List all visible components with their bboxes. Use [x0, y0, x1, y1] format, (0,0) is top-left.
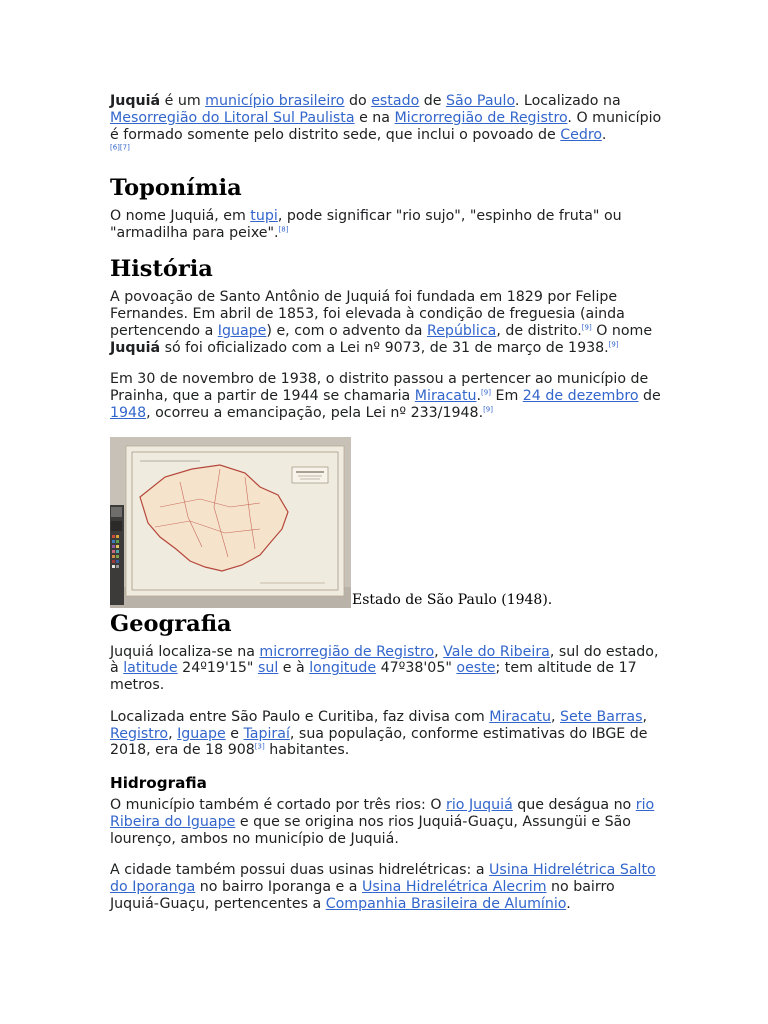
link-sao-paulo[interactable]: São Paulo	[446, 93, 515, 109]
text: , de distrito.	[496, 322, 582, 339]
link-24-de-dezembro[interactable]: 24 de dezembro	[522, 388, 639, 405]
geografia-paragraph-1	[110, 644, 662, 694]
section-heading-toponimia: Toponímia	[110, 174, 242, 201]
link-microrregiao-de-registro[interactable]: microrregião de Registro	[259, 643, 435, 660]
text: .	[476, 388, 482, 405]
link-rio-ribeira-do-iguape[interactable]: rio Ribeira do Iguape	[110, 796, 655, 830]
text: ,	[434, 643, 444, 660]
text: , ocorreu a emancipação, pela Lei nº 233/1948.	[146, 404, 484, 421]
text: no bairro Juquiá-Guaçu, pertencentes a	[110, 878, 615, 912]
citation-ref[interactable]: [7]	[119, 143, 130, 152]
text: é um	[160, 93, 206, 109]
section-heading-geografia: Geografia	[110, 610, 232, 637]
text: no bairro Iporanga e a	[195, 878, 362, 895]
text: O nome	[591, 322, 653, 339]
text: de	[419, 93, 447, 109]
text: O nome Juquiá, em	[110, 207, 251, 224]
text: A povoação de Santo Antônio de Juquiá foi fundada em 1829 por Felipe Fernandes. Em abril de 1853, foi elevada à condição de freguesia (ainda pertencendo a	[110, 289, 625, 339]
article-subject: Juquiá	[110, 93, 161, 109]
map-figure	[110, 437, 662, 608]
text: O município também é cortado por três rios: O	[110, 796, 447, 813]
text: , sul do estado, à	[110, 643, 659, 677]
text: só foi oficializado com a Lei nº 9073, de 31 de março de 1938.	[160, 339, 609, 356]
citation-ref[interactable]: [9]	[481, 388, 491, 397]
text: Em	[490, 388, 523, 405]
text: . O município é formado somente pelo distrito sede, que inclui o povoado de	[110, 109, 662, 143]
link-miracatu[interactable]: Miracatu	[414, 388, 477, 405]
text: e na	[354, 109, 395, 126]
historia-paragraph-2	[110, 371, 662, 421]
text: e	[225, 725, 244, 742]
section-heading-historia: História	[110, 256, 213, 283]
text: ) e, com o advento da	[266, 322, 427, 339]
link-latitude[interactable]: latitude	[123, 660, 178, 677]
link-miracatu-geo[interactable]: Miracatu	[489, 708, 551, 725]
text: habitantes.	[264, 742, 350, 759]
geografia-paragraph-2	[110, 709, 662, 759]
map-photo-icon	[110, 437, 351, 608]
link-1948[interactable]: 1948	[110, 404, 147, 421]
text: Juquiá localiza-se na	[110, 643, 260, 660]
text: .	[601, 126, 607, 143]
text: .	[566, 895, 571, 912]
figure-caption: Estado de São Paulo (1948).	[352, 591, 553, 608]
text: de	[638, 388, 661, 405]
link-iguape[interactable]: Iguape	[217, 322, 267, 339]
link-rio-juquia[interactable]: rio Juquiá	[446, 796, 513, 813]
text: A cidade também possui duas usinas hidrelétricas: a	[110, 862, 490, 879]
text: 47º38'05"	[376, 660, 457, 677]
link-sete-barras[interactable]: Sete Barras	[560, 708, 643, 725]
link-sul[interactable]: sul	[257, 660, 279, 677]
article-content	[110, 93, 662, 927]
text: ,	[550, 708, 560, 725]
link-republica[interactable]: República	[426, 322, 497, 339]
text: ,	[642, 708, 647, 725]
text: ,	[168, 725, 178, 742]
text: . Localizado na	[514, 93, 621, 109]
sao-paulo-map-image[interactable]	[110, 437, 351, 608]
text: ; tem altitude de 17 metros.	[110, 660, 637, 694]
link-iguape-geo[interactable]: Iguape	[177, 725, 226, 742]
hidrografia-paragraph-2	[110, 862, 662, 912]
text: que deságua no	[512, 796, 636, 813]
link-oeste[interactable]: oeste	[456, 660, 496, 677]
text: Em 30 de novembro de 1938, o distrito passou a pertencer ao município de Prainha, que a partir de 1944 se chamaria	[110, 371, 649, 405]
text: e que se origina nos rios Juquiá-Guaçu, Assungüi e São lourenço, ambos no município de Juquiá.	[110, 813, 631, 847]
link-municipio-brasileiro[interactable]: município brasileiro	[205, 93, 345, 109]
link-companhia-brasileira-aluminio[interactable]: Companhia Brasileira de Alumínio	[325, 895, 567, 912]
bold-name: Juquiá	[110, 339, 161, 356]
link-mesorregiao-litoral-sul[interactable]: Mesorregião do Litoral Sul Paulista	[110, 109, 355, 126]
link-longitude[interactable]: longitude	[309, 660, 377, 677]
citation-ref[interactable]: [3]	[254, 742, 265, 751]
link-usina-alecrim[interactable]: Usina Hidrelétrica Alecrim	[361, 878, 547, 895]
text: Localizada entre São Paulo e Curitiba, faz divisa com	[110, 708, 490, 725]
link-vale-do-ribeira[interactable]: Vale do Ribeira	[443, 643, 550, 660]
hidrografia-paragraph-1	[110, 797, 662, 847]
citation-ref[interactable]: [9]	[608, 340, 619, 349]
link-microrregiao-registro[interactable]: Microrregião de Registro	[394, 109, 568, 126]
text: e à	[278, 660, 310, 677]
text: , pode significar "rio sujo", "espinho de fruta" ou "armadilha para peixe".	[110, 207, 622, 241]
citation-ref[interactable]: [9]	[581, 323, 592, 332]
text: do	[344, 93, 372, 109]
text: , sua população, conforme estimativas do IBGE de 2018, era de 18 908	[110, 725, 648, 759]
link-tupi[interactable]: tupi	[250, 207, 278, 224]
link-usina-salto-do-iporanga[interactable]: Usina Hidrelétrica Salto do Iporanga	[110, 862, 656, 895]
historia-paragraph-1	[110, 289, 662, 356]
intro-paragraph	[110, 93, 662, 160]
citation-ref[interactable]: [8]	[278, 225, 289, 234]
toponimia-paragraph	[110, 208, 662, 242]
citation-ref[interactable]: [9]	[483, 405, 493, 414]
link-tapirai[interactable]: Tapiraí	[243, 725, 290, 742]
section-heading-hidrografia: Hidrografia	[110, 773, 207, 792]
link-cedro[interactable]: Cedro	[560, 126, 602, 143]
link-estado[interactable]: estado	[371, 93, 420, 109]
link-registro[interactable]: Registro	[110, 725, 169, 742]
citation-ref[interactable]: [6]	[110, 143, 120, 152]
text: 24º19'15"	[177, 660, 258, 677]
